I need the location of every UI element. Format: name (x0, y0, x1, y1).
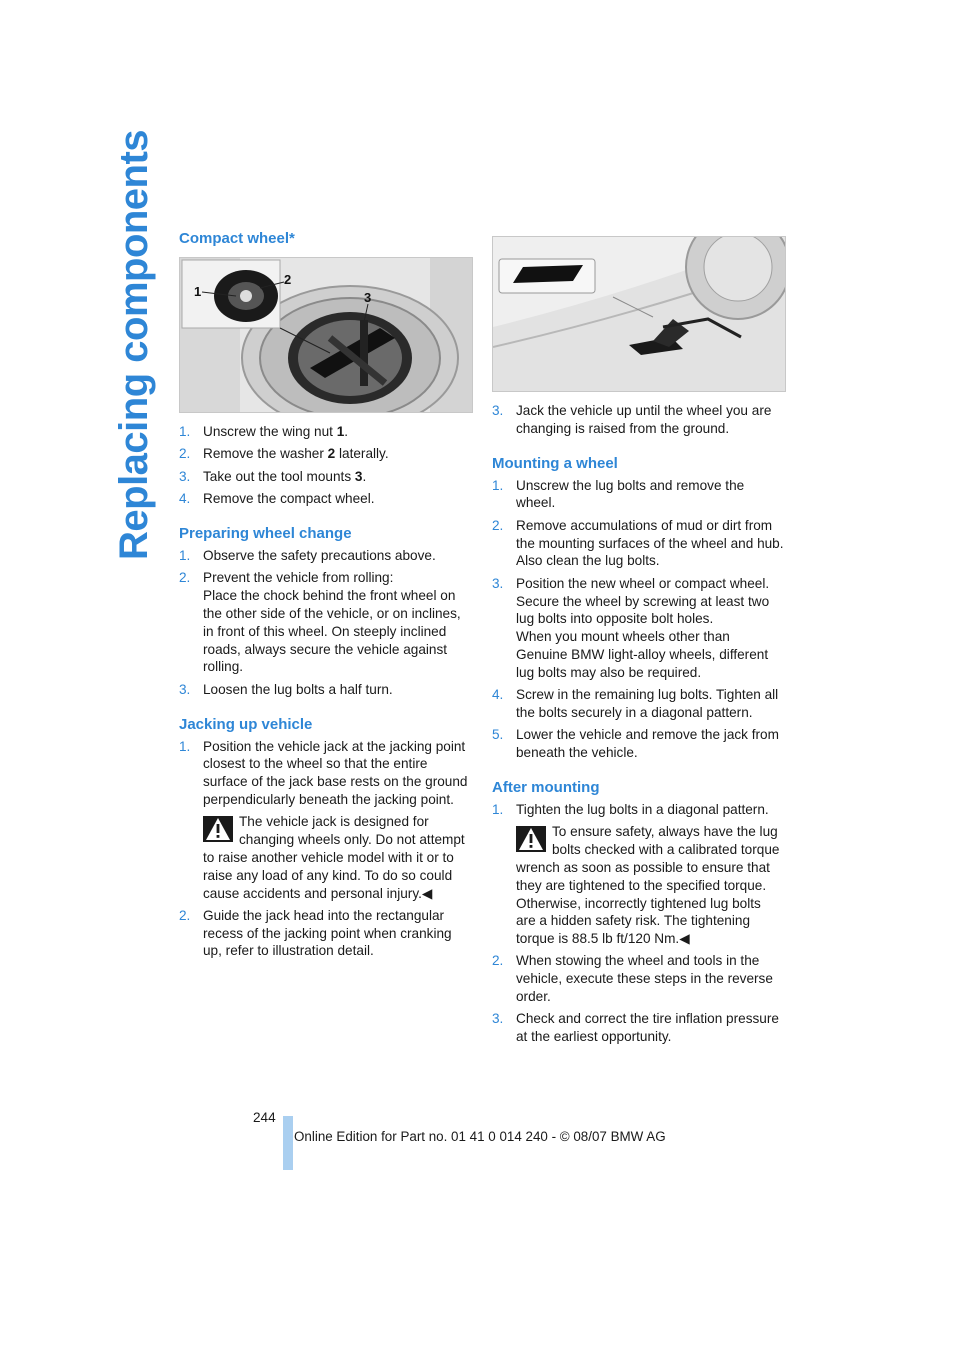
callout-label: 3 (364, 290, 372, 305)
jacking-steps (179, 738, 471, 961)
warning-icon (516, 826, 546, 852)
preparing-steps (179, 547, 471, 699)
compact-wheel-illustration (179, 257, 473, 413)
footer-edition-text: Online Edition for Part no. 01 41 0 014 240 - © 08/07 BMW AG (294, 1129, 666, 1144)
after-mounting-steps (492, 801, 784, 1046)
list-item: 1. Unscrew the wing nut 1. (179, 424, 349, 439)
list-item: 1. Tighten the lug bolts in a diagonal pattern. To ensure safety, always have the lug bolts checked with a calibrated torque wrench as soon as possible to ensure that they are tightened to the specified torque. Otherwise, incorrectly tightened lug bolts are a hidden safety risk. The tightening torque is 88.5 lb ft/120 Nm.◀ (492, 801, 784, 948)
footer-accent-bar (283, 1116, 293, 1170)
callout-label: 1 (194, 284, 202, 299)
compact-wheel-steps (179, 423, 471, 508)
side-section-title: Replacing components (112, 129, 156, 560)
list-item: 4. Screw in the remaining lug bolts. Tighten all the bolts securely in a diagonal pattern. (492, 687, 779, 720)
warning-icon (203, 816, 233, 842)
list-item: 3. Position the new wheel or compact wheel. Secure the wheel by screwing at least two lug bolts into opposite bolt holes. When you mount wheels other than Genuine BMW light-alloy wheels, different lug bolts may also be required. (492, 575, 770, 680)
heading-preparing-wheel-change: Preparing wheel change (179, 524, 352, 542)
left-column (179, 229, 471, 960)
heading-mounting-a-wheel: Mounting a wheel (492, 454, 618, 472)
list-item: 1. Position the vehicle jack at the jacking point closest to the wheel so that the entire surface of the jack base rests on the ground perpendicularly beneath the jacking point. The vehicle jack is designed for changing wheels only. Do not attempt to raise another vehicle model with it or to raise any load of any kind. To do so could cause accidents and personal injury.◀ (179, 738, 471, 903)
list-item: 5. Lower the vehicle and remove the jack from beneath the vehicle. (492, 727, 779, 761)
jack-up-step (492, 402, 784, 438)
list-item: 3. Check and correct the tire inflation pressure at the earliest opportunity. (492, 1011, 779, 1045)
heading-jacking-up-vehicle: Jacking up vehicle (179, 715, 313, 733)
callout-label: 2 (284, 272, 292, 287)
list-item: 3. Loosen the lug bolts a half turn. (179, 681, 393, 697)
warning-note: The vehicle jack is designed for changing wheels only. Do not attempt to raise another vehicle model with it or to raise any load of any kind. To do so could cause accidents and personal injury.◀ (203, 814, 465, 901)
list-item: 2. Remove the washer 2 laterally. (179, 446, 389, 462)
list-item: 2. When stowing the wheel and tools in the vehicle, execute these steps in the reverse order. (492, 953, 773, 1005)
page-number: 244 (253, 1110, 276, 1125)
mounting-steps (492, 477, 784, 762)
list-item: 4. Remove the compact wheel. (179, 491, 375, 507)
list-item: 3. Jack the vehicle up until the wheel you are changing is raised from the ground. (492, 403, 772, 436)
jack-drawing (493, 237, 785, 391)
heading-after-mounting: After mounting (492, 778, 600, 796)
list-item: 1. Observe the safety precautions above. (179, 547, 436, 563)
warning-note: To ensure safety, always have the lug bolts checked with a calibrated torque wrench as soon as possible to ensure that they are tightened to the specified torque. Otherwise, incorrectly tightened lug bolts are a hidden safety risk. The tightening torque is 88.5 lb ft/120 Nm.◀ (516, 824, 780, 947)
compact-wheel-drawing (180, 258, 472, 412)
jack-illustration (492, 236, 786, 392)
right-column (492, 236, 784, 1046)
list-item: 2. Prevent the vehicle from rolling: Place the chock behind the front wheel on the other side of the vehicle, or on inclines, in front of this wheel. On steeply inclined roads, always secure the vehicle against rolling. (179, 570, 461, 675)
list-item: 3. Take out the tool mounts 3. (179, 468, 367, 484)
list-item: 2. Guide the jack head into the rectangular recess of the jacking point when cranking up, refer to illustration detail. (179, 907, 452, 959)
list-item: 2. Remove accumulations of mud or dirt from the mounting surfaces of the wheel and hub. Also clean the lug bolts. (492, 517, 784, 569)
heading-compact-wheel: Compact wheel* (179, 230, 295, 247)
list-item: 1. Unscrew the lug bolts and remove the wheel. (492, 477, 745, 511)
